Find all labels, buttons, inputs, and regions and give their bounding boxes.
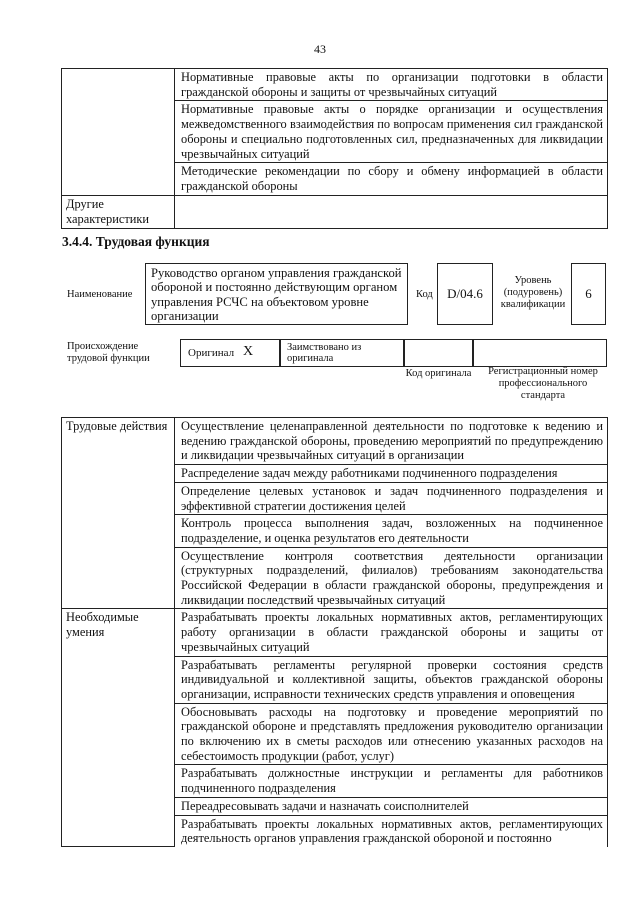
table-row (62, 609, 608, 656)
origin-label: Происхождение трудовой функции (67, 341, 150, 364)
table-row (62, 195, 608, 228)
level-label: Уровень (подуровень) квалификации (500, 275, 566, 310)
reg-number-label: Регистрационный номер профессионального стандарта (488, 366, 598, 401)
section-label-cell: Трудовые действия (62, 418, 175, 609)
table-row (62, 69, 608, 101)
label-cell (62, 69, 175, 196)
level-value: 6 (571, 263, 606, 325)
table-cell: Распределение задач между работниками подчиненного подразделения (175, 465, 608, 483)
code-original-cell (404, 339, 473, 367)
page-number: 43 (314, 42, 326, 56)
borrowed-label: Заимствовано из оригинала (287, 342, 362, 364)
table-cell (175, 195, 608, 228)
section-title: 3.4.4. Трудовая функция (62, 234, 210, 249)
name-label: Наименование (67, 289, 133, 300)
table-cell: Нормативные правовые акты по организации подготовки в области гражданской обороны и защиты от чрезвычайных ситуаций (175, 69, 608, 101)
table-row (62, 418, 608, 465)
table-cell: Разрабатывать проекты локальных нормативных актов, регламентирующих деятельность органов управления гражданской обороной и постоянно (175, 815, 608, 847)
code-label: Код (416, 289, 433, 300)
table-cell: Переадресовывать задачи и назначать соисполнителей (175, 797, 608, 815)
original-mark: X (243, 344, 254, 359)
requirements-table-continued (61, 68, 608, 229)
function-table (61, 417, 608, 847)
table-cell: Определение целевых установок и задач подчиненного подразделения и эффективной стратегии достижения целей (175, 482, 608, 514)
label-cell: Другие характеристики (62, 195, 175, 228)
original-label: Оригинал (188, 347, 235, 359)
table-cell: Разрабатывать проекты локальных нормативных актов, регламентирующих работу организации в области гражданской обороны и защиты от чрезвычайных ситуаций (175, 609, 608, 656)
name-value: Руководство органом управления гражданской обороной и постоянно действующим органом управления РСЧС на объектовом уровне организации (145, 263, 408, 325)
table-cell: Разрабатывать должностные инструкции и регламенты для работников подчиненного подразделения (175, 765, 608, 797)
reg-number-cell (473, 339, 607, 367)
table-cell: Осуществление целенаправленной деятельности по подготовке к ведению и ведению гражданской обороны, проведению мероприятий по предупреждению и ликвидации чрезвычайных ситуаций в организации (175, 418, 608, 465)
code-original-label: Код оригинала (405, 368, 472, 379)
code-value: D/04.6 (437, 263, 493, 325)
borrowed-cell (280, 339, 404, 367)
origin-strip (180, 339, 607, 367)
section-label-cell: Необходимые умения (62, 609, 175, 847)
original-cell (180, 339, 280, 367)
table-cell: Осуществление контроля соответствия деятельности организации (структурных подразделений, филиалов) требованиям законодательства Российской Федерации в области гражданской обороны, предупреждения и ликвидации последствий чрезвычайных ситуаций (175, 547, 608, 609)
table-cell: Обосновывать расходы на подготовку и проведение мероприятий по гражданской обороне и представлять предложения руководителю организации по включению их в сметы расходов или отнесению указанных расходов на себестоимость продукции (работ, услуг) (175, 703, 608, 765)
table-cell: Нормативные правовые акты о порядке организации и осуществления межведомственного взаимодействия по вопросам применения сил гражданской обороны и специально подготовленных сил, предназначенных для ликвидации чрезвычайных ситуаций (175, 101, 608, 163)
table-cell: Методические рекомендации по сбору и обмену информацией в области гражданской обороны (175, 163, 608, 195)
table-cell: Разрабатывать регламенты регулярной проверки состояния средств индивидуальной и коллективной защиты, объектов гражданской обороны организации, исправности технических средств управления и оповещения (175, 656, 608, 703)
table-cell: Контроль процесса выполнения задач, возложенных на подчиненное подразделение, и оценка результатов его деятельности (175, 515, 608, 547)
